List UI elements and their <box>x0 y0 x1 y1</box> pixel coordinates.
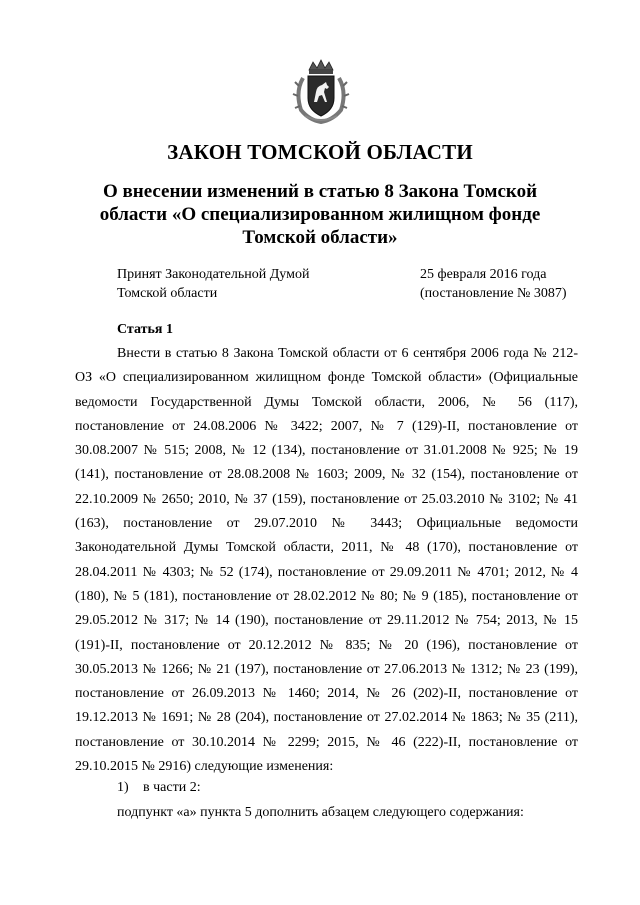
resolution-number: (постановление № 3087) <box>420 286 567 301</box>
law-subtitle: О внесении изменений в статью 8 Закона Томской области «О специализированном жилищном фонде Томской области» <box>99 181 541 248</box>
law-title: ЗАКОН ТОМСКОЙ ОБЛАСТИ <box>167 140 473 164</box>
article-heading: Статья 1 <box>117 322 173 337</box>
adoption-date <box>420 265 567 303</box>
list-item-text: в части 2: <box>143 780 201 795</box>
list-item <box>117 780 201 796</box>
list-item-number: 1) <box>117 780 129 795</box>
article-body: Внести в статью 8 Закона Томской области от 6 сентября 2006 года № 212-ОЗ «О специализированном жилищном фонде Томской области» (Официальные ведомости Государственной Думы Томской области, 2006, № 56 (117), постановление от 24.08.2006 № 3422; 2007, № 7 (129)-II, постановление от 30.08.2007 № 515; 2008, № 12 (134), постановление от 31.01.2008 № 925; № 19 (141), постановление от 28.08.2008 № 1603; 2009, № 32 (154), постановление от 22.10.2009 № 2650; 2010, № 37 (159), постановление от 25.03.2010 № 3102; № 41 (163), постановление от 29.07.2010 № 3443; Официальные ведомости Законодательной Думы Томской области, 2011, № 48 (170), постановление от 28.04.2011 № 4303; № 52 (174), постановление от 29.09.2011 № 4701; 2012, № 4 (180), № 5 (181), постановление от 28.02.2012 № 80; № 9 (185), постановление от 29.05.2012 № 317; № 14 (190), постановление от 29.11.2012 № 754; 2013, № 15 (191)-II, постановление от 20.12.2012 № 835; № 20 (196), постановление от 30.05.2013 № 1266; № 21 (197), постановление от 27.06.2013 № 1312; № 23 (199), постановление от 26.09.2013 № 1460; 2014, № 26 (202)-II, постановление от 19.12.2013 № 1691; № 28 (204), постановление от 27.02.2014 № 1863; № 35 (211), постановление от 30.10.2014 № 2299; 2015, № 46 (222)-II, постановление от 29.10.2015 № 2916) следующие изменения: <box>75 346 578 775</box>
adoption-date-line: 25 февраля 2016 года <box>420 267 547 282</box>
adoption-authority <box>117 265 309 303</box>
adoption-authority-line2: Томской области <box>117 286 218 301</box>
subitem-text: подпункт «а» пункта 5 дополнить абзацем следующего содержания: <box>117 805 524 820</box>
coat-of-arms-icon <box>289 58 353 124</box>
adoption-authority-line1: Принят Законодательной Думой <box>117 267 310 282</box>
